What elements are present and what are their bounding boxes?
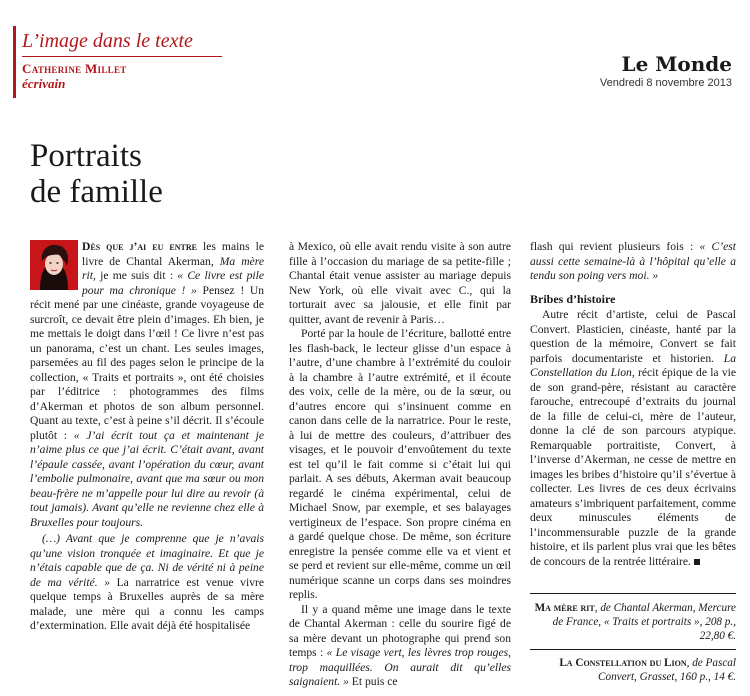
article-title-line1: Portraits [30, 138, 142, 174]
article-column-1 [30, 240, 264, 634]
rubric-title: L’image dans le texte [22, 30, 193, 52]
author-role: écrivain [22, 76, 66, 91]
article-column-2 [289, 240, 511, 690]
book-divider [530, 649, 736, 650]
book-references [530, 593, 736, 684]
photo-spacer [30, 240, 82, 293]
col1-paragraph-2: (…) Avant que je comprenne que je n’avais qu’une vision tronquée et imaginaire. Et que je n’étais capable que de ça. Ni de vérité ni à peine de ma vérité. » La narratrice est venue vivre quelque temps à Bruxelles auprès de sa mère malade, une mère qui a connu les camps d’extermination. Elle avait déjà été hospitalisée [30, 532, 264, 632]
rubric-block [22, 30, 242, 92]
subhead: Bribes d’histoire [530, 291, 616, 306]
article-column-3 [530, 240, 736, 569]
masthead-logo: Le Monde [621, 52, 732, 76]
author-name: Catherine Millet [22, 61, 127, 76]
article-title [30, 138, 163, 210]
lead-caps: Dès que j’ai eu entre [82, 240, 197, 253]
end-mark [694, 559, 700, 565]
rubric-divider [22, 56, 222, 57]
rubric-rule [13, 26, 16, 98]
col2-paragraph-1: à Mexico, où elle avait rendu visite à son autre fille à l’occasion du mariage de sa petite-fille ; Chantal était venue assister au mariage depuis New York, où elle vivait avec C., qui la torturait avec sa jalousie, et elle finit par quitter, avant de revenir à Paris… [289, 240, 511, 326]
masthead-date: Vendredi 8 novembre 2013 [599, 77, 732, 89]
col1-paragraph-1: Dès que j’ai eu entre les mains le livre de Chantal Akerman, Ma mère rit, je me suis dit : « Ce livre est pile pour ma chronique ! » Pensez ! Un récit mené par une cinéaste, grande voyageuse de surcroît, ce devait être plein d’images. Eh bien, je me mettais le doigt dans l’œil ! Ce livre n’est pas un panorama, c’est un chant. Les seules images, parsemées au fil des pages selon le principe de la collection, « Traits et portraits », ont été choisies par l’éditrice : photogrammes des films d’Akerman et photos de son album personnel. Quant au texte, c’est à peine s’il décrit. Il s’écoule plutôt : « J’ai écrit tout ça et maintenant je n’aime plus ce que j’ai écrit. C’était avant, avant l’épaule cassée, avant l’opération du cœur, avant l’embolie pulmonaire, avant que ma sœur ou mon beau-frère ne m’appelle pour lui dire au revoir (à tout jamais). Avant qu’elle ne revienne chez elle à Bruxelles pour toujours. [30, 240, 265, 529]
col3-paragraph-2: Autre récit d’artiste, celui de Pascal Convert. Plasticien, cinéaste, hanté par la question de la mémoire, Convert se fait parfois documentariste et historien. La Constellation du Lion, récit épique de la vie de son grand-père, résistant au caractère farouche, entrecoupé d’extraits du journal de la fille de celui-ci, mère de l’auteur, donne la clé de son parcours atypique. Remarquable portraitiste, Convert, à l’inverse d’Akerman, ne cesse de mettre en images les bribes d’histoire qu’il s’évertue à collecter. Les livres de ces deux écrivains amateurs s’imbriquent parfaitement, comme deux minuscules éléments de l’incommensurable puzzle de la grande histoire, et ils parlent plus vrai que les bêtes de concours de la rentrée littéraire. [530, 308, 736, 568]
col2-paragraph-3: Il y a quand même une image dans le texte de Chantal Akerman : celle du sourire figé de sa mère devant un photographe qui prend son temps : « Le visage vert, les lèvres trop rouges, trop maquillées. On aurait dit qu’elles saignaient. » Et puis ce [289, 602, 511, 688]
col3-paragraph-1: flash qui revient plusieurs fois : « C’est aussi cette semaine-là à l’hôpital qu’elle a tendu son poing vers moi. » [530, 240, 736, 282]
book-reference-1: Ma mère rit, de Chantal Akerman, Mercure de France, « Traits et portraits », 208 p., 22,80 €. [534, 602, 736, 642]
article-title-line2: de famille [30, 174, 163, 210]
book-reference-2: La Constellation du Lion, de Pascal Convert, Grasset, 160 p., 14 €. [559, 657, 736, 683]
col2-paragraph-2: Porté par la houle de l’écriture, ballotté entre les flash-back, le lecteur glisse d’un espace à l’autre, d’une chambre à l’extrémité du couloir à la chambre à l’autre extrémité, et il écoute des voix, celle de la mère, ou de la sœur, ou d’autres encore qui s’insinuent comme en canon dans celle de la narratrice. Pour le reste, à lui de mettre des couleurs, d’attribuer des visages, et le pouvoir d’envoûtement du texte est tel qu’il le fait comme si c’était lui qui parlait. A ses débuts, Akerman avait beaucoup regardé le cinéma expérimental, celui de Michael Snow, par exemple, et ses balayages vertigineux de l’espace. Son propre cinéma en a gardé quelque chose. De même, son écriture enregistre la pensée comme elle va et vient et se perd et revient sur elle-même, comme un œil numérique scanne un corps dans ses moindres replis. [289, 327, 511, 601]
